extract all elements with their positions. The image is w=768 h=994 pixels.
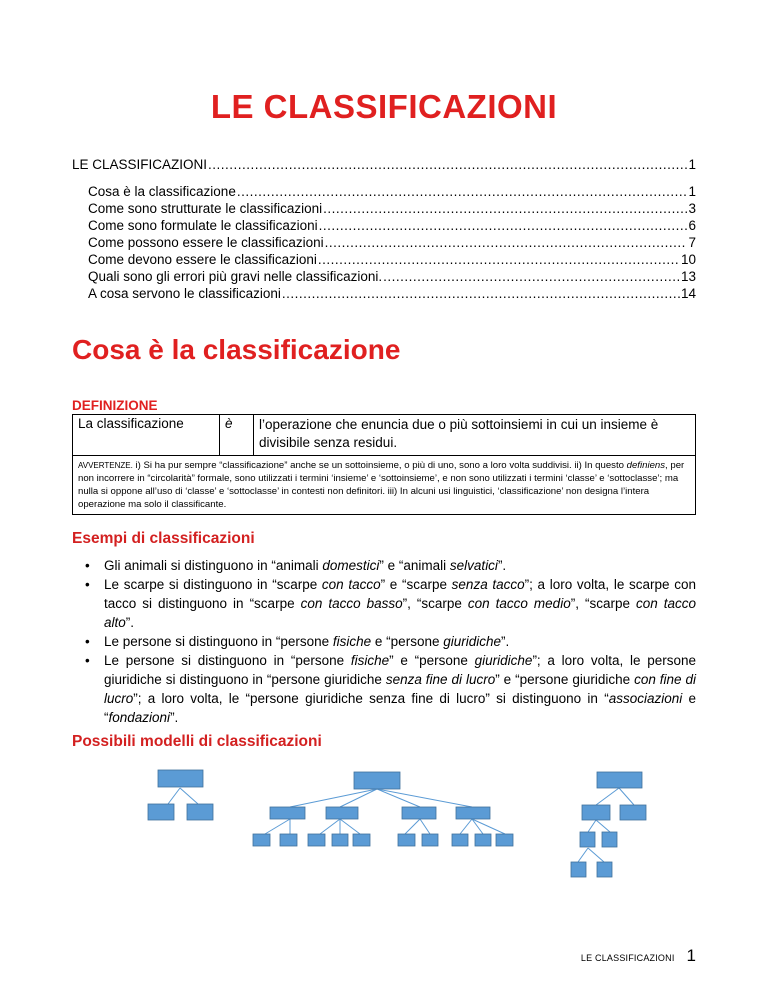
example-text: ”. (501, 634, 510, 649)
model-wide-tree (253, 772, 513, 846)
example-emphasis: selvatici (449, 558, 498, 573)
example-emphasis: domestici (322, 558, 380, 573)
example-text: ” e “persone giuridiche (495, 672, 635, 687)
example-emphasis: con tacco alto (104, 596, 696, 630)
toc-entry-label: Come sono formulate le classificazioni (88, 218, 318, 233)
toc-entry-page: 1 (688, 184, 696, 199)
toc-entry-page: 1 (688, 157, 696, 172)
toc-entry-label: Cosa è la classificazione (88, 184, 236, 199)
example-text: ”. (497, 558, 507, 573)
warnings-text-continued: , per non incorrere in “circolarità” formale, sono utilizzati i termini ‘insieme’ e ‘sottoinsieme’, e non sono utilizzati i termini ‘classe’ e ‘sottoclasse’; ma nulla si oppone all’uso di ‘classe’ e ‘sottoclasse’ in contesti non definitori. iii) In alcuni usi linguistici, ‘classificazione’ non designa l’intera operazione ma solo il classificante. (78, 460, 685, 510)
example-emphasis: associazioni (608, 691, 683, 706)
toc-leader-dots (383, 268, 680, 285)
models-heading: Possibili modelli di classificazioni (72, 733, 322, 750)
toc-leader-dots (237, 183, 688, 200)
toc-entry-label: Quali sono gli errori più gravi nelle classificazioni. (88, 269, 383, 284)
toc-entry-page: 3 (688, 201, 696, 216)
warnings-text: i) Si ha pur sempre “classificazione” anche se un sottoinsieme, o più di uno, sono a loro volta suddivisi. ii) In questo (132, 460, 627, 471)
warnings-italic-term: definiens (626, 460, 666, 471)
toc-leader-dots (323, 200, 687, 217)
model-binary-tree (148, 770, 213, 820)
definition-warnings (73, 456, 696, 515)
example-emphasis: con tacco medio (467, 596, 571, 611)
example-text: ”; a loro volta, le persone giuridiche si distinguono in “persone giuridiche (104, 653, 696, 687)
example-text: ” e “scarpe (380, 577, 452, 592)
document-title: LE CLASSIFICAZIONI (210, 88, 558, 125)
example-text: ”, “scarpe (570, 596, 636, 611)
table-of-contents (72, 156, 696, 302)
example-text: ” e “persone (389, 653, 475, 668)
toc-entry[interactable] (72, 234, 696, 251)
example-emphasis: fondazioni (108, 710, 171, 725)
classification-models-diagram (140, 764, 660, 884)
definition-definiens: l’operazione che enuncia due o più sottoinsiemi in cui un insieme è divisibile senza residui. (254, 415, 696, 456)
toc-leader-dots (319, 217, 688, 234)
toc-entry[interactable] (72, 217, 696, 234)
example-text: ”, “scarpe (402, 596, 468, 611)
example-emphasis: con tacco basso (300, 596, 403, 611)
example-text: ” e “animali (379, 558, 450, 573)
model-deep-tree (571, 772, 646, 877)
example-text: ”; a loro volta, le “persone giuridiche senza fine di lucro” si distinguono in “ (133, 691, 609, 706)
bullet-icon: • (85, 558, 90, 573)
toc-entry[interactable] (72, 251, 696, 268)
toc-entry-main[interactable] (72, 156, 696, 173)
toc-entry[interactable] (72, 183, 696, 200)
examples-list (72, 556, 696, 727)
example-text: ”. (125, 615, 135, 630)
toc-entry[interactable] (72, 268, 696, 285)
toc-entry[interactable] (72, 200, 696, 217)
definition-label: DEFINIZIONE (72, 398, 158, 413)
examples-heading: Esempi di classificazioni (72, 530, 255, 547)
toc-entry[interactable] (72, 285, 696, 302)
example-emphasis: giuridiche (443, 634, 502, 649)
page-footer (581, 946, 696, 966)
example-item (72, 575, 696, 632)
footer-running-title: LE CLASSIFICAZIONI (580, 953, 675, 963)
definition-copula: è (220, 415, 254, 456)
footer-page-number: 1 (686, 946, 696, 965)
toc-entry-label: Come possono essere le classificazioni (88, 235, 324, 250)
example-item (72, 556, 696, 575)
toc-leader-dots (325, 234, 688, 251)
example-emphasis: senza tacco (451, 577, 525, 592)
warnings-label: AVVERTENZE. (78, 461, 133, 470)
toc-leader-dots (208, 156, 687, 173)
toc-leader-dots (318, 251, 680, 268)
example-text: e “persone (371, 634, 444, 649)
example-item (72, 651, 696, 727)
example-text: Gli animali si distinguono in “animali (104, 558, 323, 573)
toc-entry-label: Come sono strutturate le classificazioni (88, 201, 323, 216)
example-text: Le scarpe si distinguono in “scarpe (104, 577, 322, 592)
example-emphasis: giuridiche (474, 653, 533, 668)
example-text: Le persone si distinguono in “persone (104, 653, 351, 668)
section-heading: Cosa è la classificazione (72, 334, 401, 365)
toc-entry-page: 10 (680, 252, 696, 267)
bullet-icon: • (85, 634, 90, 649)
definition-table (72, 414, 696, 515)
definition-term: La classificazione (73, 415, 220, 456)
example-emphasis: con fine di lucro (104, 672, 696, 706)
example-emphasis: senza fine di lucro (385, 672, 496, 687)
bullet-icon: • (85, 577, 90, 592)
toc-entry-page: 7 (688, 235, 696, 250)
example-emphasis: fisiche (332, 634, 372, 649)
example-text: Le persone si distinguono in “persone (104, 634, 333, 649)
bullet-icon: • (85, 653, 90, 668)
example-text: e “ (104, 691, 696, 725)
example-text: ”; a loro volta, le scarpe con tacco si distinguono in “scarpe (104, 577, 696, 611)
toc-entry-page: 14 (680, 286, 696, 301)
example-emphasis: con tacco (321, 577, 381, 592)
example-emphasis: fisiche (350, 653, 390, 668)
toc-leader-dots (282, 285, 680, 302)
example-text: ”. (170, 710, 179, 725)
toc-entry-label: A cosa servono le classificazioni (88, 286, 281, 301)
toc-entry-page: 6 (688, 218, 696, 233)
toc-entry-label: LE CLASSIFICAZIONI (72, 157, 208, 172)
example-item (72, 632, 696, 651)
toc-entry-page: 13 (680, 269, 696, 284)
toc-entry-label: Come devono essere le classificazioni (88, 252, 317, 267)
